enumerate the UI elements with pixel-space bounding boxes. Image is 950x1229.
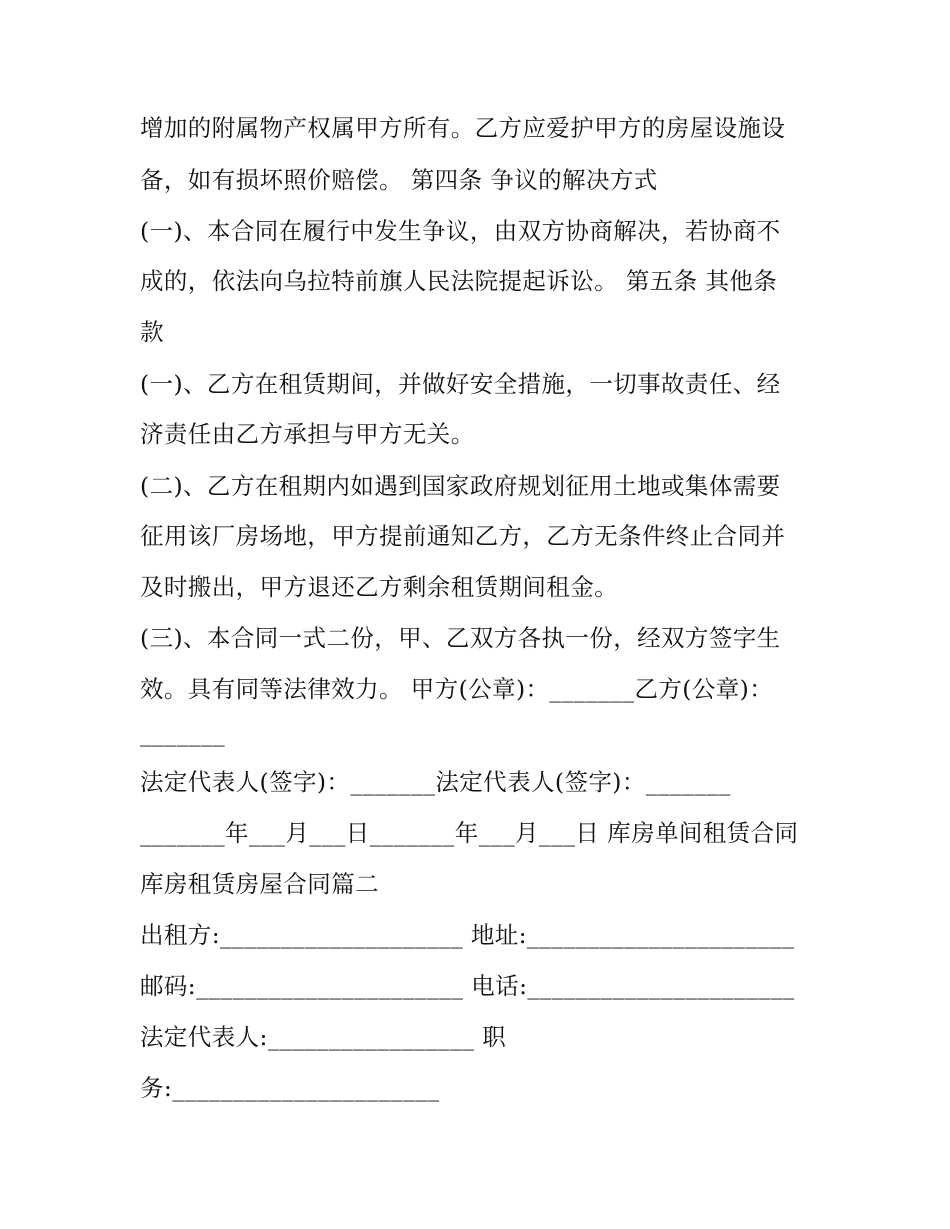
text-line: (一)、本合同在履行中发生争议，由双方协商解决，若协商不 (140, 217, 781, 245)
text-line: 效。具有同等法律效力。 甲方(公章)：_______乙方(公章)： (140, 675, 774, 703)
text-line: 邮码:______________________ 电话:______________________ (140, 972, 795, 1000)
text-line: 备，如有损坏照价赔偿。 第四条 争议的解决方式 (140, 166, 658, 194)
text-line: 务:______________________ (140, 1074, 440, 1102)
text-line: (三)、本合同一式二份，甲、乙双方各执一份，经双方签字生 (140, 624, 781, 652)
text-line: _______年___月___日_______年___月___日 库房单间租赁合同 (140, 819, 799, 847)
text-line: 济责任由乙方承担与甲方无关。 (140, 420, 475, 448)
text-line: (二)、乙方在租期内如遇到国家政府规划征用土地或集体需要 (140, 472, 781, 500)
text-line: _______ (140, 719, 226, 747)
text-line: (一)、乙方在租赁期间，并做好安全措施，一切事故责任、经 (140, 370, 781, 398)
text-line: 增加的附属物产权属甲方所有。乙方应爱护甲方的房屋设施设 (140, 114, 786, 142)
text-line: 征用该厂房场地，甲方提前通知乙方，乙方无条件终止合同并 (140, 522, 786, 550)
text-line: 及时搬出，甲方退还乙方剩余租赁期间租金。 (140, 573, 618, 601)
text-line: 出租方:____________________ 地址:______________________ (140, 921, 795, 949)
text-line: 款 (140, 318, 164, 346)
text-line: 成的，依法向乌拉特前旗人民法院提起诉讼。 第五条 其他条 (140, 267, 778, 295)
text-line: 法定代表人(签字)：_______法定代表人(签字)：_______ (140, 768, 731, 796)
text-line: 库房租赁房屋合同篇二 (140, 870, 379, 898)
text-line: 法定代表人:_________________ 职 (140, 1023, 507, 1051)
